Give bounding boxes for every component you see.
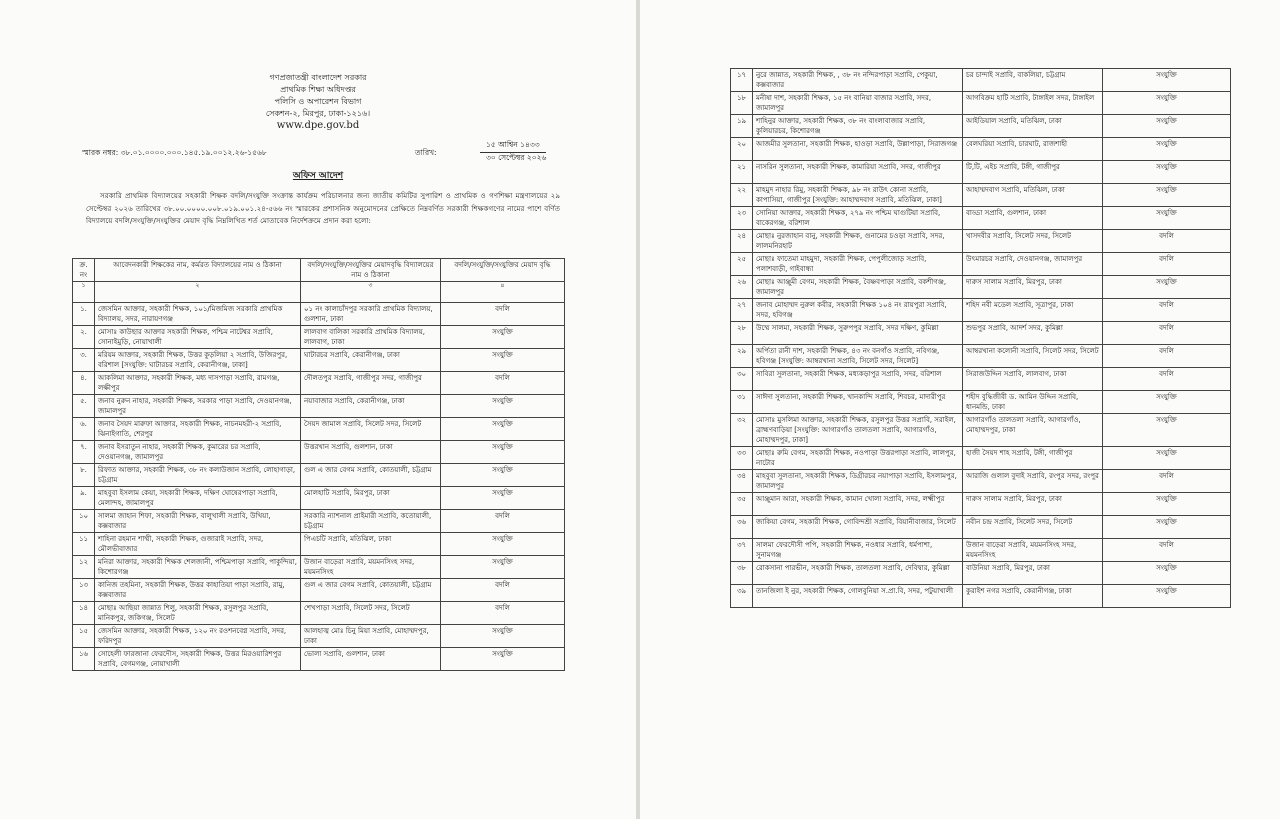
letterhead-line-2: প্রাথমিক শিক্ষা অধিদপ্তর <box>280 85 356 94</box>
column-index: ৩ <box>301 282 441 303</box>
status-cell: বদলি <box>441 303 565 326</box>
applicant-cell: নুরে জান্নাত, সহকারী শিক্ষক, , ৩৮ নং নন্দিরপাড়া সপ্রাবি, পেকুয়া, কক্সবাজার <box>753 69 963 92</box>
status-cell: বদলি <box>441 602 565 625</box>
applicant-cell: মোছাঃ নুরজাহান বানু, সহকারী শিক্ষক, গুনামের চওড়া সপ্রাবি, সদর, লালমনিরহাট <box>753 230 963 253</box>
column-header-applicant: আবেদনকারী শিক্ষকের নাম, কর্মরত বিদ্যালয়ের নাম ও ঠিকানা <box>95 259 301 282</box>
serial-cell: ৭. <box>73 441 95 464</box>
table-row <box>731 391 1231 414</box>
serial-cell: ১১ <box>73 533 95 556</box>
target-school-cell: নবীন চন্দ্র সপ্রাবি, সিলেট সদর, সিলেট <box>963 516 1103 539</box>
target-school-cell: শুভপুর সপ্রাবি, আদর্শ সদর, কুমিল্লা <box>963 322 1103 345</box>
applicant-cell: জাকিয়া বেগম, সহকারী শিক্ষক, গোবিন্দশ্রী সপ্রাবি, বিয়ানীবাজার, সিলেট <box>753 516 963 539</box>
table-row <box>731 368 1231 391</box>
applicant-cell: সাবিরা সুলতানা, সহকারী শিক্ষক, মধ্যকড়াপুর সপ্রাবি, সদর, বরিশাল <box>753 368 963 391</box>
target-school-cell: উৎমারচর সপ্রাবি, দেওয়ানগঞ্জ, জামালপুর <box>963 253 1103 276</box>
column-header-target-school: বদলি/সংযুক্তি/সংযুক্তির মেয়াদবৃদ্ধি বিদ্যালয়ের নাম ও ঠিকানা <box>301 259 441 282</box>
table-row <box>731 470 1231 493</box>
serial-cell: ২৩ <box>731 207 753 230</box>
serial-cell: ৯. <box>73 487 95 510</box>
right-document-page <box>640 0 1280 819</box>
table-row <box>731 516 1231 539</box>
table-row <box>731 585 1231 608</box>
serial-cell: ১৫ <box>73 625 95 648</box>
target-school-cell: বেলঘরিয়া সপ্রাবি, চারঘাট, রাজশাহী <box>963 138 1103 161</box>
applicant-cell: জনাব ইসরাতুন নাহার, সহকারী শিক্ষক, কুমারের চর সপ্রাবি, দেওয়ানগঞ্জ, জামালপুর <box>95 441 301 464</box>
table-row <box>731 69 1231 92</box>
memo-number: স্মারক নম্বর: ৩৮.০১.০০০০.০০০.১৪৫.১৯.০০১২.২৬-১৫৬৮ <box>82 148 267 157</box>
target-school-cell: শেখপাড়া সপ্রাবি, সিলেট সদর, সিলেট <box>301 602 441 625</box>
letterhead-line-3: পলিসি ও অপারেশন বিভাগ <box>274 97 362 106</box>
applicant-cell: অর্পিতা রানী দাশ, সহকারী শিক্ষক, ৪৩ নং বনগাঁও সপ্রাবি, নবিগঞ্জ, হবিগঞ্জ [সংযুক্তি: আম্বরখানা সপ্রাবি, সিলেট সদর, সিলেট] <box>753 345 963 368</box>
applicant-cell: মোসাঃ কাউছার আক্তার সহকারী শিক্ষক, পশ্চিম নাটেশ্বর সপ্রাবি, সোনাইমুড়ি, নোয়াখালী <box>95 326 301 349</box>
status-cell: বদলি <box>1103 539 1231 562</box>
serial-cell: ১৮ <box>731 92 753 115</box>
table-row <box>73 372 565 395</box>
status-cell: বদলি <box>1103 253 1231 276</box>
table-row <box>73 602 565 625</box>
serial-cell: ১০ <box>73 510 95 533</box>
serial-cell: ১৩ <box>73 579 95 602</box>
serial-cell: ৩৮ <box>731 562 753 585</box>
letterhead-line-1: গণপ্রজাতন্ত্রী বাংলাদেশ সরকার <box>269 73 367 82</box>
applicant-cell: মনীষা দাশ, সহকারী শিক্ষক, ১৫ নং বানিয়া বাজার সপ্রাবি, সদর, জামালপুর <box>753 92 963 115</box>
status-cell: সংযুক্তি <box>441 556 565 579</box>
status-cell: সংযুক্তি <box>441 648 565 671</box>
target-school-cell: লালবাগ বালিকা সরকারি প্রাথমিক বিদ্যালয়, লালবাগ, ঢাকা <box>301 326 441 349</box>
transfer-table-right <box>730 68 1231 608</box>
applicant-cell: জনাব মোহাম্মদ নুরুল কবীর, সহকারী শিক্ষক ১০৪ নং রায়পুরা সপ্রাবি, সদর, হবিগঞ্জ <box>753 299 963 322</box>
target-school-cell: উত্তরখান সপ্রাবি, গুলশান, ঢাকা <box>301 441 441 464</box>
applicant-cell: কানিজ তহমিনা, সহকারী শিক্ষক, উত্তর কাহাতিয়া পাড়া সপ্রাবি, রামু, কক্সবাজার <box>95 579 301 602</box>
table-row <box>731 493 1231 516</box>
target-school-cell: হাজী সৈয়দ শাহ সপ্রাবি, টঙ্গী, গাজীপুর <box>963 447 1103 470</box>
status-cell: সংযুক্তি <box>1103 391 1231 414</box>
table-row <box>73 648 565 671</box>
status-cell: সংযুক্তি <box>1103 562 1231 585</box>
date-bangla: ১৫ আশ্বিন ১৪৩৩ <box>480 140 546 153</box>
applicant-cell: শাহিনুর আক্তার, সহকারী শিক্ষক, ৩৮ নং বাংলাবাজার সপ্রাবি, কুলিয়ারচর, কিশোরগঞ্জ <box>753 115 963 138</box>
column-index: ১ <box>73 282 95 303</box>
status-cell: বদলি <box>1103 368 1231 391</box>
status-cell: বদলি <box>441 510 565 533</box>
target-school-cell: টি,টি, এইচ সপ্রাবি, টঙ্গী, গাজীপুর <box>963 161 1103 184</box>
applicant-cell: মাহবুবা সুলতানা, সহকারী শিক্ষক, ডিগ্রীরচর নয়াপাড়া সপ্রাবি, ইসলামপুর, জামালপুর <box>753 470 963 493</box>
target-school-cell: ০১ নং কালাচাঁদপুর সরকারি প্রাথমিক বিদ্যালয়, গুলশান, ঢাকা <box>301 303 441 326</box>
serial-cell: ৩৯ <box>731 585 753 608</box>
applicant-cell: সালমা ফেরদৌসী পপি, সহকারী শিক্ষক, নওধার সপ্রাবি, ধর্মপাশা, সুনামগঞ্জ <box>753 539 963 562</box>
column-header-serial: ক্র. নং <box>73 259 95 282</box>
table-row <box>73 464 565 487</box>
left-document-page <box>0 0 636 819</box>
table-row <box>73 303 565 326</box>
target-school-cell: আইডিয়াল সপ্রাবি, মতিঝিল, ঢাকা <box>963 115 1103 138</box>
table-row <box>731 230 1231 253</box>
serial-cell: ৩৬ <box>731 516 753 539</box>
table-row <box>73 395 565 418</box>
serial-cell: ২৫ <box>731 253 753 276</box>
applicant-cell: আঞ্জুমান আরা, সহকারী শিক্ষক, কামান খোলা সপ্রাবি, সদর, লক্ষ্মীপুর <box>753 493 963 516</box>
transfer-table-left <box>72 258 565 671</box>
applicant-cell: জেসমিন আক্তার, সহকারী শিক্ষক, ১২০ নং রওশনবেগ্ন সপ্রাবি, সদর, ফরিদপুর <box>95 625 301 648</box>
serial-cell: ২২ <box>731 184 753 207</box>
intro-paragraph: সরকারি প্রাথমিক বিদ্যালয়ের সহকারী শিক্ষক বদলি/সংযুক্তি সংক্রান্ত কার্যক্রম পরিচালনার জন্য জাতীয় কমিটির সুপারিশ ও প্রাথমিক ও গণশিক্ষা মন্ত্রণালয়ের ২৯ সেপ্টেম্বর ২০২৬ তারিখের ৩৮.০০.০০০০.০০৮.০১৯.০০১.২৪-৫৬৬ নং স্মারকের প্রশাসনিক অনুমোদনের প্রেক্ষিতে নিম্নবর্ণিত সরকারী শিক্ষকগণের নামের পাশে বর্ণিত বিদ্যালয়ে বদলি/সংযুক্তি/সংযুক্তির মেয়াদ বৃদ্ধি নিম্নলিখিত শর্ত মোতাবেক নির্দেশক্রমে প্রদান করা হলো: <box>86 191 560 225</box>
applicant-cell: সোনিয়া আক্তার, সহকারী শিক্ষক, ২৭৯ নং পশ্চিম ঘাগুটিয়া সপ্রাবি, বাকেরগঞ্জ, বরিশাল <box>753 207 963 230</box>
status-cell: সংযুক্তি <box>441 441 565 464</box>
applicant-cell: নাসরিন সুলতানা, সহকারী শিক্ষক, কামারিয়া সপ্রাবি, সদর, গাজীপুর <box>753 161 963 184</box>
serial-cell: ২৮ <box>731 322 753 345</box>
applicant-cell: আকলিমা আক্তার, সহকারী শিক্ষক, মধ্য দাসপাড়া সপ্রাবি, রামগঞ্জ, লক্ষীপুর <box>95 372 301 395</box>
table-row <box>731 414 1231 447</box>
target-school-cell: দারুস সালাম সপ্রাবি, মিরপুর, ঢাকা <box>963 493 1103 516</box>
status-cell: সংযুক্তি <box>1103 69 1231 92</box>
date-label: তারিখ: <box>415 148 437 157</box>
serial-cell: ১২ <box>73 556 95 579</box>
table-row <box>73 579 565 602</box>
applicant-cell: আজমীর সুলতানা, সহকারী শিক্ষক, হাওড়া সপ্রাবি, উল্লাপাড়া, সিরাজগঞ্জ <box>753 138 963 161</box>
target-school-cell: সিরাজউদ্দিন সপ্রাবি, লালবাগ, ঢাকা <box>963 368 1103 391</box>
table-row <box>73 556 565 579</box>
applicant-cell: উম্মে সালমা, সহকারী শিক্ষক, সুরুপপুর সপ্রাবি, সদর দক্ষিণ, কুমিল্লা <box>753 322 963 345</box>
column-index: ২ <box>95 282 301 303</box>
date-english: ৩০ সেপ্টেম্বর ২০২৬ <box>486 153 547 162</box>
table-header-row <box>73 259 565 282</box>
target-school-cell: আগবিক্রম হাটি সপ্রাবি, টাঙ্গাইল সদর, টাঙ্গাইল <box>963 92 1103 115</box>
applicant-cell: মাহমুদ নাহার রিমু, সহকারী শিক্ষক, ৯৮ নং রাউৎ কোনা সপ্রাবি, কাপাসিয়া, গাজীপুর [সংযুক্তি: আহাম্মদবাগ সপ্রাবি, মতিঝিল, ঢাকা] <box>753 184 963 207</box>
serial-cell: ৬. <box>73 418 95 441</box>
target-school-cell: মোলহাটি সপ্রাবি, মিরপুর, ঢাকা <box>301 487 441 510</box>
column-header-status: বদলি/সংযুক্তি/সংযুক্তির মেয়াদ বৃদ্ধি <box>441 259 565 282</box>
table-row <box>731 115 1231 138</box>
serial-cell: ৩. <box>73 349 95 372</box>
status-cell: সংযুক্তি <box>1103 161 1231 184</box>
applicant-cell: মোছাঃ আছিয়া জান্নাত শিলু, সহকারী শিক্ষক, রসুলপুর সপ্রাবি, মানিকপুর, জকিগঞ্জ, সিলেট <box>95 602 301 625</box>
status-cell: সংযুক্তি <box>1103 447 1231 470</box>
target-school-cell: গুল এ জার বেগম সপ্রাবি, কোতয়ালী, চট্টগ্রাম <box>301 579 441 602</box>
target-school-cell: সৈয়দ জামাল সপ্রাবি, সিলেট সদর, সিলেট <box>301 418 441 441</box>
status-cell: সংযুক্তি <box>1103 414 1231 447</box>
table-row <box>731 253 1231 276</box>
status-cell: সংযুক্তি <box>1103 138 1231 161</box>
serial-cell: ২৪ <box>731 230 753 253</box>
table-row <box>731 539 1231 562</box>
table-row <box>73 533 565 556</box>
serial-cell: ৫. <box>73 395 95 418</box>
status-cell: বদলি <box>1103 470 1231 493</box>
applicant-cell: মোছাঃ আঞ্জুমী বেগম, সহকারী শিক্ষক, বৈষ্ণবপাড়া সপ্রাবি, বকশীগঞ্জ, জামালপুর <box>753 276 963 299</box>
status-cell: বদলি <box>1103 322 1231 345</box>
status-cell: সংযুক্তি <box>1103 92 1231 115</box>
serial-cell: ১. <box>73 303 95 326</box>
applicant-cell: মরিয়ম আক্তার, সহকারী শিক্ষক, উত্তর কুড়লিয়া ২ সপ্রাবি, উজিরপুর, বরিশাল [সংযুক্তি: ঘাটারচর সপ্রাবি, কেরানীগঞ্জ, ঢাকা] <box>95 349 301 372</box>
applicant-cell: মাহবুবা ইসলাম কেয়া, সহকারী শিক্ষক, দক্ষিণ ঘোষেরপাড়া সপ্রাবি, মেলান্দহ, জামালপুর <box>95 487 301 510</box>
column-index-row <box>73 282 565 303</box>
table-row <box>73 326 565 349</box>
status-cell: সংযুক্তি <box>1103 516 1231 539</box>
serial-cell: ৩০ <box>731 368 753 391</box>
target-school-cell: নয়াবাজার সপ্রাবি, কেরানীগঞ্জ, ঢাকা <box>301 395 441 418</box>
serial-cell: ৩২ <box>731 414 753 447</box>
table-row <box>731 161 1231 184</box>
serial-cell: ২৯ <box>731 345 753 368</box>
table-row <box>73 349 565 372</box>
table-body-right <box>731 69 1231 608</box>
serial-cell: ২. <box>73 326 95 349</box>
serial-cell: ৮. <box>73 464 95 487</box>
target-school-cell: দারুস সালাম সপ্রাবি, মিরপুর, ঢাকা <box>963 276 1103 299</box>
target-school-cell: পিএচটি সপ্রাবি, মতিঝিল, ঢাকা <box>301 533 441 556</box>
target-school-cell: গুল এ জার বেগম সপ্রাবি, কোতয়ালী, চট্টগ্রাম <box>301 464 441 487</box>
target-school-cell: বাউনিয়া সপ্রাবি, মিরপুর, ঢাকা <box>963 562 1103 585</box>
target-school-cell: শহিদ নবী মডেল সপ্রাবি, সূত্রাপুর, ঢাকা <box>963 299 1103 322</box>
status-cell: সংযুক্তি <box>441 395 565 418</box>
status-cell: সংযুক্তি <box>441 418 565 441</box>
target-school-cell: সরকারি ন্যাশনাল প্রাইমারী সপ্রাবি, কতোয়ালী, চট্টগ্রাম <box>301 510 441 533</box>
applicant-cell: সোহেলী ফারজানা ফেরদৌস, সহকারী শিক্ষক, উত্তর মিরওয়ারিশপুর সপ্রাবি, বেগমগঞ্জ, নোয়াখালী <box>95 648 301 671</box>
applicant-cell: রিফাত আক্তার, সহকারী শিক্ষক, ৩৮ নং কলাউজান সপ্রাবি, লোহাগাড়া, চট্টগ্রাম <box>95 464 301 487</box>
table-row <box>731 299 1231 322</box>
table-row <box>731 138 1231 161</box>
serial-cell: ৪. <box>73 372 95 395</box>
applicant-cell: জনাব নুরুন নাহার, সহকারী শিক্ষক, সরকার পাড়া সপ্রাবি, দেওয়ানগঞ্জ, জামালপুর <box>95 395 301 418</box>
status-cell: সংযুক্তি <box>441 349 565 372</box>
serial-cell: ২৭ <box>731 299 753 322</box>
applicant-cell: জনাব সৈয়দ মারুফা আক্তার, সহকারী শিক্ষক, নাচনমহরী-২ সপ্রাবি, ঝিনাইগাতি, শেরপুর <box>95 418 301 441</box>
serial-cell: ২৬ <box>731 276 753 299</box>
status-cell: সংযুক্তি <box>1103 184 1231 207</box>
target-school-cell: ভোলা সপ্রাবি, গুলশান, ঢাকা <box>301 648 441 671</box>
target-school-cell: ঘাটারচর সপ্রাবি, কেরানীগঞ্জ, ঢাকা <box>301 349 441 372</box>
target-school-cell: আহাম্মদবাগ সপ্রাবি, মতিঝিল, ঢাকা <box>963 184 1103 207</box>
target-school-cell: দৌলতপুর সপ্রাবি, গাজীপুর সদর, গাজীপুর <box>301 372 441 395</box>
table-row <box>73 487 565 510</box>
table-row <box>73 510 565 533</box>
letterhead <box>0 72 636 132</box>
letterhead-line-4: সেকশন-২, মিরপুর, ঢাকা-১২১৬। <box>265 109 371 118</box>
status-cell: বদলি <box>441 579 565 602</box>
serial-cell: ৩৭ <box>731 539 753 562</box>
table-row <box>731 92 1231 115</box>
table-row <box>731 345 1231 368</box>
status-cell: বদলি <box>1103 230 1231 253</box>
table-row <box>731 184 1231 207</box>
applicant-cell: মোছাঃ ফাতেমা মাহমুদা, সহকারী শিক্ষক, পেপুলীজোড় সপ্রাবি, পলাশবাড়ী, গাইবান্ধা <box>753 253 963 276</box>
serial-cell: ২০ <box>731 138 753 161</box>
table-row <box>731 447 1231 470</box>
column-index: ৪ <box>441 282 565 303</box>
table-row <box>731 322 1231 345</box>
table-row <box>731 562 1231 585</box>
applicant-cell: মোছাঃ রুমি বেগম, সহকারী শিক্ষক, নওপাড়া উত্তরপাড়া সপ্রাবি, লালপুর, নাটোর <box>753 447 963 470</box>
target-school-cell: চর চান্দাই সপ্রাবি, বাকলিয়া, চট্টগ্রাম <box>963 69 1103 92</box>
table-row <box>731 207 1231 230</box>
document-title: অফিস আদেশ <box>292 171 344 181</box>
status-cell: বদলি <box>1103 299 1231 322</box>
status-cell: সংযুক্তি <box>1103 115 1231 138</box>
status-cell: বদলি <box>441 372 565 395</box>
status-cell: বদলি <box>1103 345 1231 368</box>
target-school-cell: বাড্ডা সপ্রাবি, গুলশান, ঢাকা <box>963 207 1103 230</box>
applicant-cell: জেসমিন আক্তার, সহকারী শিক্ষক, ১০১/মিজমিজ সরকারি প্রাথমিক বিদ্যালয়, সদর, নারায়ণগঞ্জ <box>95 303 301 326</box>
applicant-cell: রোকসানা পারভীন, সহকারী শিক্ষক, তালতলা সপ্রাবি, দেবিদ্বার, কুমিল্লা <box>753 562 963 585</box>
target-school-cell: আম্বরখানা কলোনী সপ্রাবি, সিলেট সদর, সিলেট <box>963 345 1103 368</box>
target-school-cell: উজান বাড়েরা সপ্রাবি, ময়মনসিংহ সদর, ময়মনসিংহ <box>963 539 1103 562</box>
target-school-cell: আলহাজ্ব মোঃ চিনু মিয়া সপ্রাবি, মোহাম্মদপুর, ঢাকা <box>301 625 441 648</box>
target-school-cell: খাসদবীর সপ্রাবি, সিলেট সদর, সিলেট <box>963 230 1103 253</box>
status-cell: সংযুক্তি <box>441 464 565 487</box>
status-cell: সংযুক্তি <box>441 487 565 510</box>
status-cell: সংযুক্তি <box>1103 585 1231 608</box>
serial-cell: ১৭ <box>731 69 753 92</box>
serial-cell: ১৯ <box>731 115 753 138</box>
target-school-cell: কুরাইশ নগর সপ্রাবি, কেরানীগঞ্জ, ঢাকা <box>963 585 1103 608</box>
table-body-left <box>73 303 565 671</box>
serial-cell: ২১ <box>731 161 753 184</box>
applicant-cell: তানজিলা ই নুর, সহকারী শিক্ষক, গোলবুনিয়া স.প্রা.বি, সদর, পটুয়াখালী <box>753 585 963 608</box>
table-row <box>73 625 565 648</box>
target-school-cell: শহীদ বুদ্ধিজীবী ড. আমিন উদ্দিন সপ্রাবি, ধানমন্ডি, ঢাকা <box>963 391 1103 414</box>
status-cell: সংযুক্তি <box>1103 493 1231 516</box>
serial-cell: ৩৩ <box>731 447 753 470</box>
serial-cell: ১৬ <box>73 648 95 671</box>
applicant-cell: শাহিনা রহমান শাম্মী, সহকারী শিক্ষক, গুজারাই সপ্রাবি, সদর, মৌলভীবাজার <box>95 533 301 556</box>
target-school-cell: আগারগাঁও তালতলা সপ্রাবি, আগারগাঁও, মোহাম্মদপুর, ঢাকা <box>963 414 1103 447</box>
status-cell: সংযুক্তি <box>441 326 565 349</box>
status-cell: সংযুক্তি <box>1103 276 1231 299</box>
table-row <box>731 276 1231 299</box>
applicant-cell: সালমা জাহান শিফা, সহকারী শিক্ষক, বালুখালী সপ্রাবি, উখিয়া, কক্সবাজার <box>95 510 301 533</box>
status-cell: সংযুক্তি <box>1103 207 1231 230</box>
serial-cell: ৩১ <box>731 391 753 414</box>
target-school-cell: আরাজি গুলাল বুদাই সপ্রাবি, রংপুর সদর, রংপুর <box>963 470 1103 493</box>
applicant-cell: মনিরা আক্তার, সহকারী শিক্ষক শেলজানী, পশ্চিমপাড়া সপ্রাবি, পাকুন্দিয়া, কিশোরগঞ্জ <box>95 556 301 579</box>
website-link[interactable]: www.dpe.gov.bd <box>276 120 360 131</box>
applicant-cell: মোসাঃ মুসলিমা আক্তার, সহকারী শিক্ষক, রসুলপুর উত্তর সপ্রাবি, সরাইল, ব্রাহ্মণবাড়িয়া [সংযুক্তি: আগারগাঁও তালতলা সপ্রাবি, আগারগাঁও, মোহাম্মদপুর, ঢাকা] <box>753 414 963 447</box>
serial-cell: ৩৫ <box>731 493 753 516</box>
status-cell: সংযুক্তি <box>441 625 565 648</box>
table-row <box>73 441 565 464</box>
table-row <box>73 418 565 441</box>
applicant-cell: সাঈদা সুলতানা, সহকারী শিক্ষক, খানকান্দি সপ্রাবি, শিবচর, মাদারীপুর <box>753 391 963 414</box>
serial-cell: ১৪ <box>73 602 95 625</box>
serial-cell: ৩৪ <box>731 470 753 493</box>
target-school-cell: উজান বাড়েরা সপ্রাবি, ময়মনসিংহ সদর, ময়মনসিংহ <box>301 556 441 579</box>
status-cell: সংযুক্তি <box>441 533 565 556</box>
